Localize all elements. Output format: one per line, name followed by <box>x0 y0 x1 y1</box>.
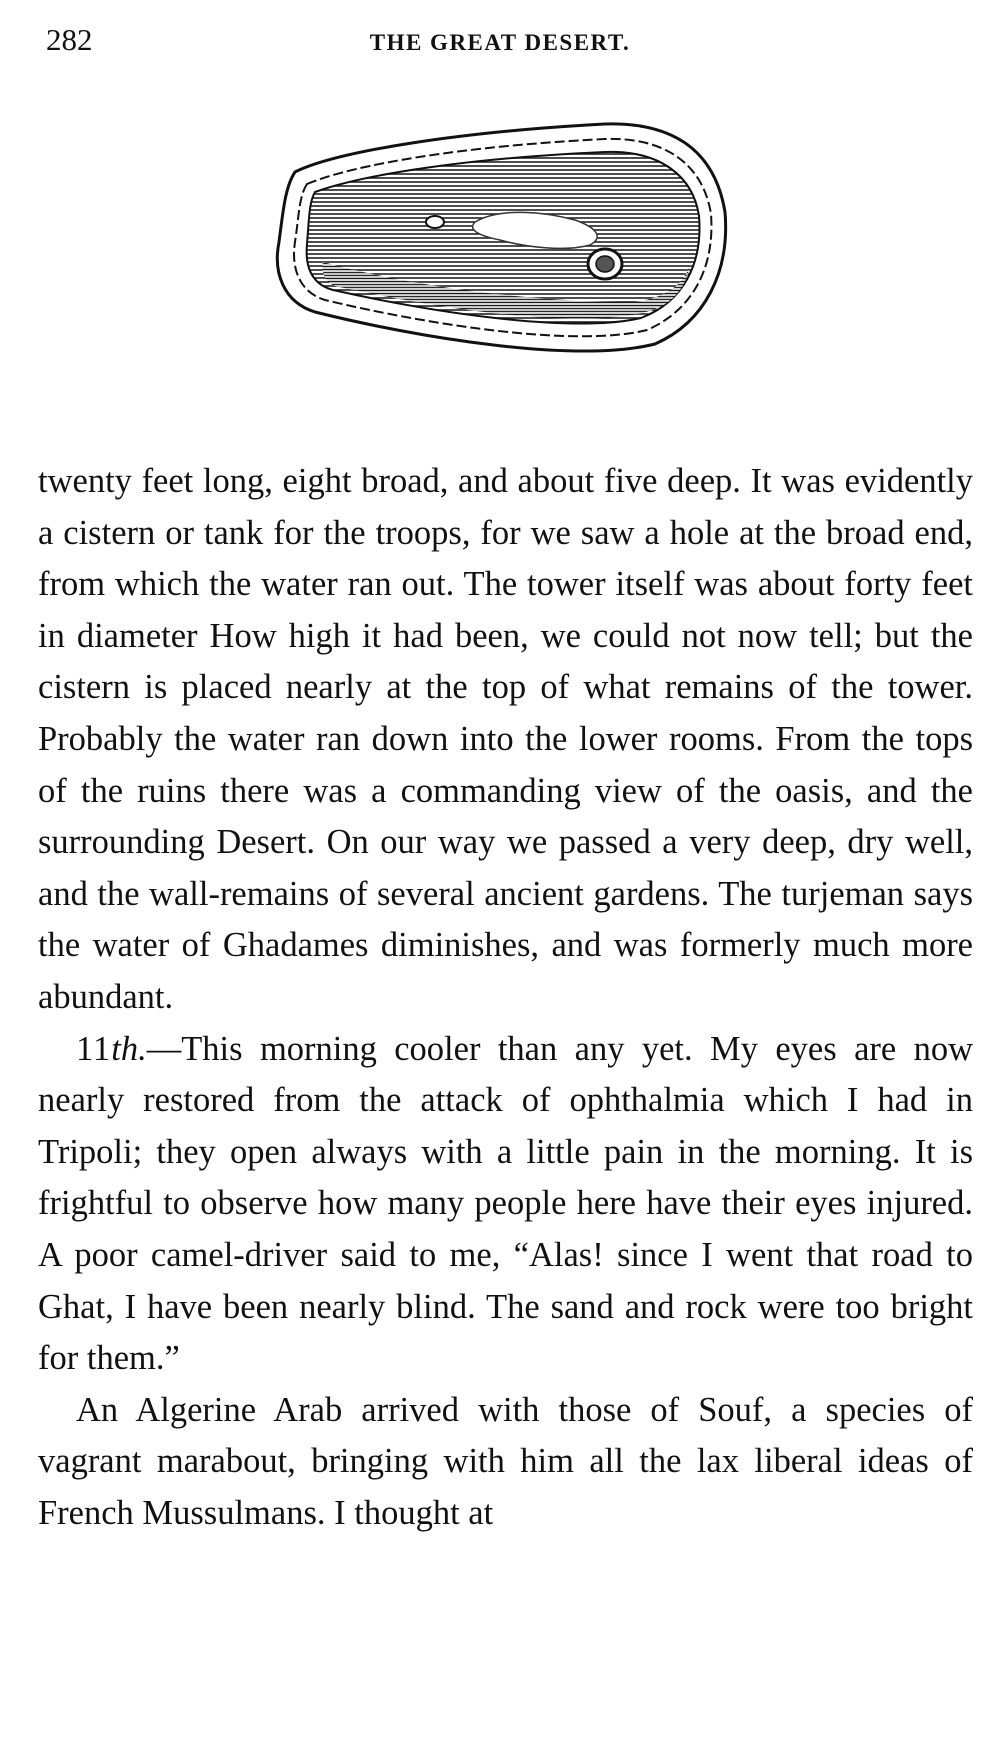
paragraph: An Algerine Arab arrived with those of Souf, a species of vagrant marabout, bringing with him all the lax liberal ideas of French Mussulmans. I thought at <box>38 1390 973 1532</box>
running-head <box>38 18 962 62</box>
paragraph-diary-entry <box>38 1024 973 1385</box>
paragraph: twenty feet long, eight broad, and about five deep. It was evidently a cistern or tank for the troops, for we saw a hole at the broad end, from which the water ran out. The tower itself was about forty feet in diameter How high it had been, we could not now tell; but the cistern is placed nearly at the top of what remains of the tower. Probably the water ran down into the lower rooms. From the tops of the ruins there was a commanding view of the oasis, and the surrounding Desert. On our way we passed a very deep, dry well, and the wall-remains of several ancient gardens. The turjeman says the water of Ghadames diminishes, and was formerly much more abundant. <box>38 462 973 1016</box>
running-title: THE GREAT DESERT. <box>369 30 631 55</box>
body-text <box>38 456 973 1539</box>
day-suffix: th. <box>111 1029 147 1068</box>
cistern-illustration-icon <box>275 112 735 377</box>
page-number: 282 <box>46 22 93 57</box>
day-number: 11 <box>76 1029 112 1068</box>
diary-text: —This morning cooler than any yet. My eyes are now nearly restored from the attack of ophthalmia which I had in Tripoli; they open always with a little pain in the morning. It is frightful to observe how many people here have their eyes injured. A poor camel-driver said to me, “Alas! since I went that road to Ghat, I have been nearly blind. The sand and rock were too bright for them.” <box>38 1029 973 1378</box>
